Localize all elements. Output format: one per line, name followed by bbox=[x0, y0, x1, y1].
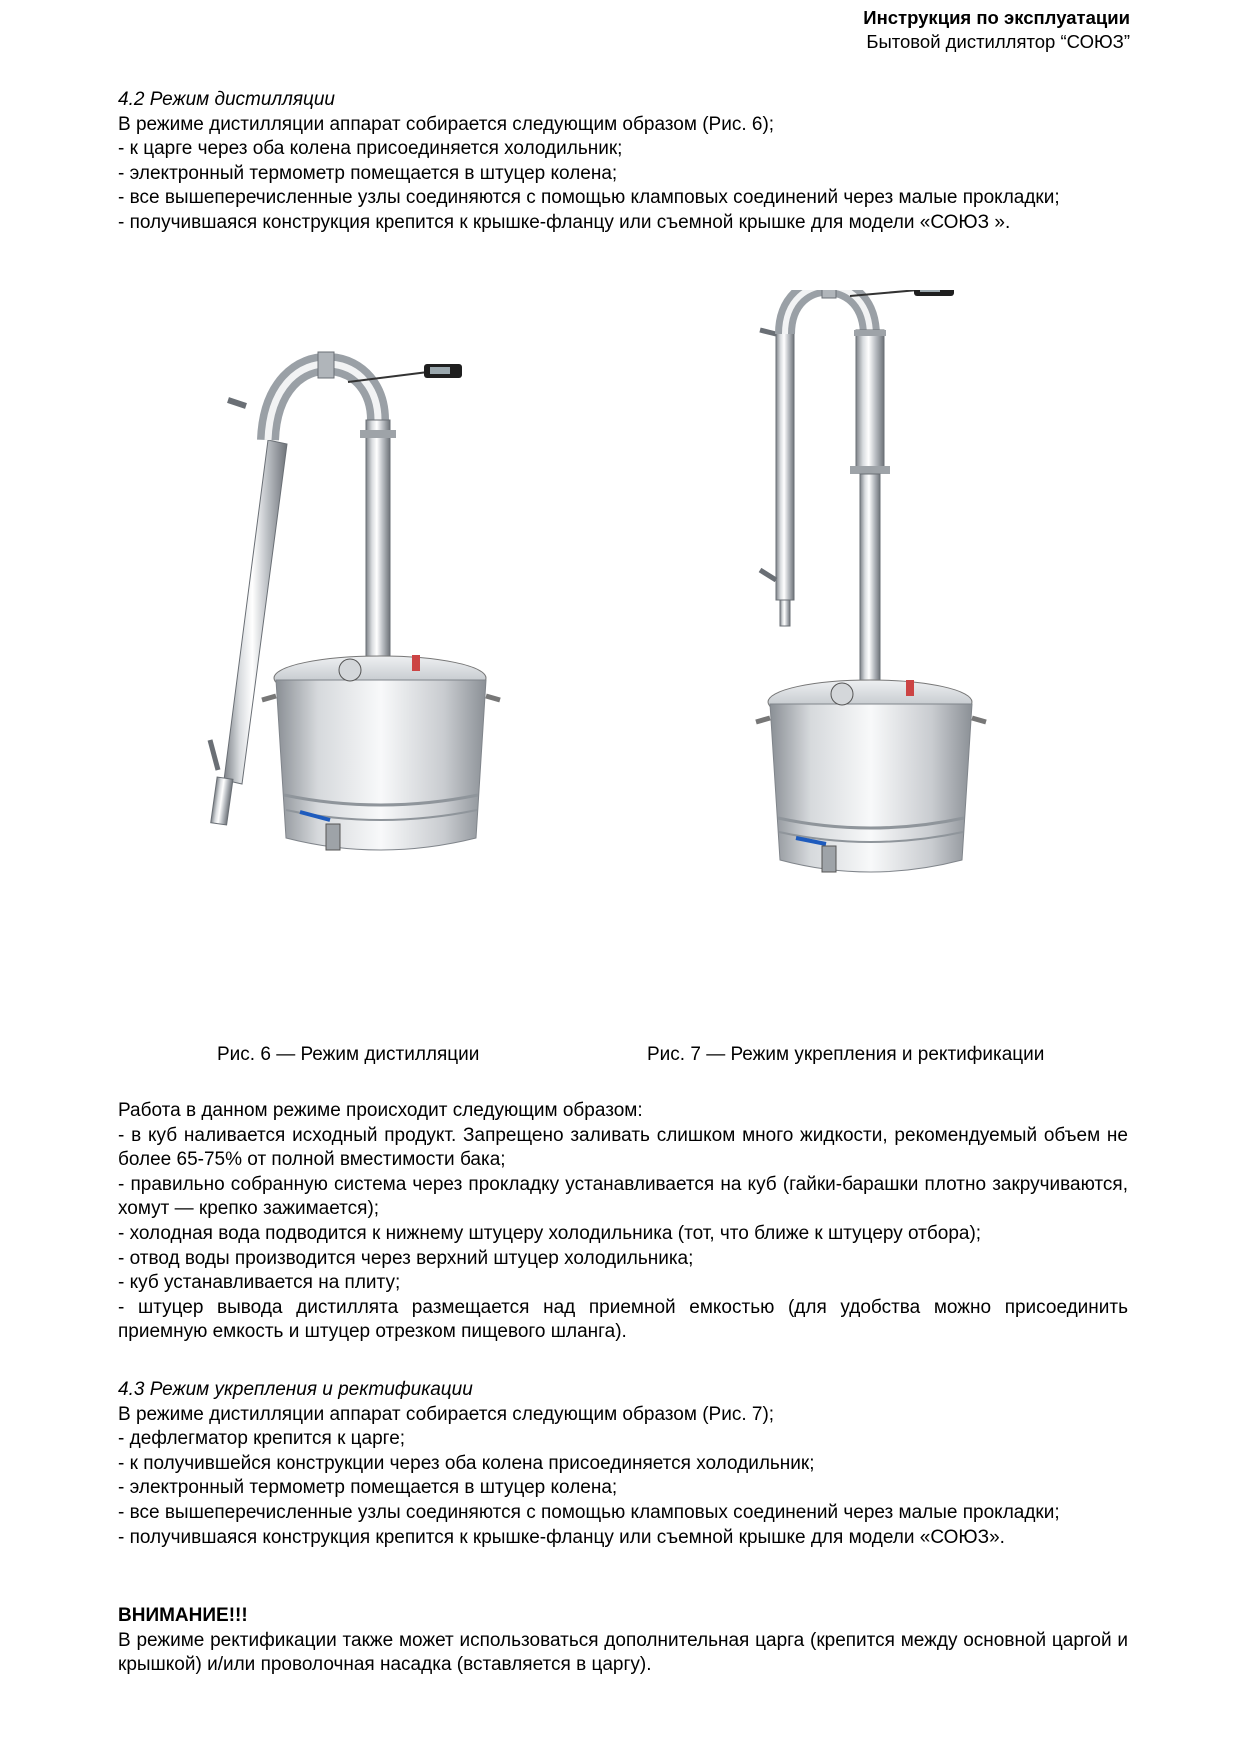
document-header bbox=[863, 6, 1130, 54]
attention-heading: ВНИМАНИЕ!!! bbox=[118, 1605, 248, 1626]
figure-6-distiller bbox=[210, 352, 500, 850]
section-heading: 4.2 Режим дистилляции bbox=[118, 89, 335, 110]
paragraph-line: - получившаяся конструкция крепится к крышке-фланцу или съемной крышке для модели «СОЮЗ». bbox=[118, 1526, 1005, 1548]
section-operation bbox=[118, 1099, 1128, 1345]
paragraph-line: - штуцер вывода дистиллята размещается над приемной емкостью (для удобства можно присоединить приемную емкость и штуцер отрезком пищевого шланга). bbox=[118, 1296, 1128, 1343]
paragraph-line: - к царге через оба колена присоединяется холодильник; bbox=[118, 138, 623, 160]
paragraph-line: В режиме дистилляции аппарат собирается следующим образом (Рис. 7); bbox=[118, 1403, 775, 1425]
paragraph-line: - электронный термометр помещается в штуцер колена; bbox=[118, 162, 618, 184]
paragraph-line: - правильно собранную система через прокладку устанавливается на куб (гайки-барашки плотно закручиваются, хомут — крепко зажимается); bbox=[118, 1173, 1128, 1220]
section-heading: 4.3 Режим укрепления и ректификации bbox=[118, 1379, 473, 1400]
section-rectification bbox=[118, 1378, 1128, 1550]
header-subtitle: Бытовой дистиллятор “СОЮЗ” bbox=[866, 31, 1130, 52]
paragraph-line: - к получившейся конструкции через оба колена присоединяется холодильник; bbox=[118, 1452, 815, 1474]
figure-7-rectifier bbox=[756, 290, 986, 872]
paragraph-line: - все вышеперечисленные узлы соединяются с помощью кламповых соединений через малые прокладки; bbox=[118, 1501, 1060, 1523]
paragraph-line: - получившаяся конструкция крепится к крышке-фланцу или съемной крышке для модели «СОЮЗ ». bbox=[118, 211, 1011, 233]
section-distillation bbox=[118, 88, 1128, 236]
paragraph-line: - куб устанавливается на плиту; bbox=[118, 1272, 401, 1294]
section-attention bbox=[118, 1604, 1128, 1678]
header-title: Инструкция по эксплуатации bbox=[863, 7, 1130, 28]
paragraph-line: - отвод воды производится через верхний штуцер холодильника; bbox=[118, 1247, 694, 1269]
paragraph-line: - в куб наливается исходный продукт. Запрещено заливать слишком много жидкости, рекомендуемый объем не более 65-75% от полной вместимости бака; bbox=[118, 1124, 1128, 1171]
paragraph-line: - все вышеперечисленные узлы соединяются с помощью кламповых соединений через малые прокладки; bbox=[118, 187, 1060, 209]
paragraph-line: - дефлегматор крепится к царге; bbox=[118, 1428, 406, 1450]
paragraph-line: Работа в данном режиме происходит следующим образом: bbox=[118, 1100, 643, 1121]
paragraph-line: - холодная вода подводится к нижнему штуцеру холодильника (тот, что ближе к штуцеру отбора); bbox=[118, 1222, 982, 1244]
paragraph-line: В режиме дистилляции аппарат собирается следующим образом (Рис. 6); bbox=[118, 113, 775, 135]
figure-6-caption: Рис. 6 — Режим дистилляции bbox=[217, 1044, 480, 1065]
figures-illustration bbox=[0, 290, 1242, 1030]
attention-text: В режиме ректификации также может использоваться дополнительная царга (крепится между основной царгой и крышкой) и/или проволочная насадка (вставляется в царгу). bbox=[118, 1629, 1128, 1676]
paragraph-line: - электронный термометр помещается в штуцер колена; bbox=[118, 1477, 618, 1499]
figure-7-caption: Рис. 7 — Режим укрепления и ректификации bbox=[647, 1044, 1045, 1065]
